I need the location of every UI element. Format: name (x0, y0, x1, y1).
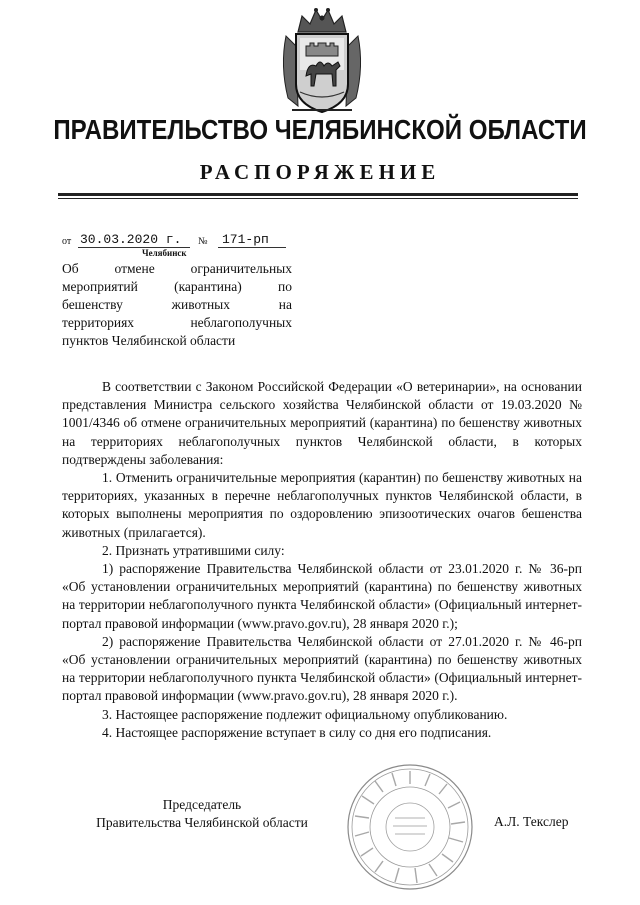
government-title: ПРАВИТЕЛЬСТВО ЧЕЛЯБИНСКОЙ ОБЛАСТИ (53, 114, 587, 145)
subject-line: мероприятий (карантина) по (62, 279, 292, 294)
subject-line: бешенству животных на (62, 297, 292, 312)
item-2-2-paragraph: 2) распоряжение Правительства Челябинской области от 27.01.2020 г. № 46-рп «Об установлении ограничительных мероприятий (карантина) по бешенству животных на территории неблагополучного пункта Челябинской области» (Официальный интернет-портал правовой информации (www.pravo.gov.ru), 28 января 2020 г.). (62, 633, 582, 704)
subject-line: пунктов Челябинской области (62, 333, 236, 348)
document-body (62, 378, 582, 742)
subject-line: Об отмене ограничительных (62, 261, 292, 276)
position-line: Правительства Челябинской области (96, 815, 308, 830)
item-4-paragraph: 4. Настоящее распоряжение вступает в силу со дня его подписания. (102, 724, 492, 740)
item-2-1-paragraph: 1) распоряжение Правительства Челябинской области от 23.01.2020 г. № 36-рп «Об установлении ограничительных мероприятий (карантина) по бешенству животных на территории неблагополучного пункта Челябинской области» (Официальный интернет-портал правовой информации (www.pravo.gov.ru), 28 января 2020 г.); (62, 561, 582, 631)
coat-of-arms-emblem (276, 6, 368, 118)
number-label: № (198, 236, 208, 247)
item-3-paragraph: 3. Настоящее распоряжение подлежит официальному опубликованию. (102, 706, 508, 722)
document-date: 30.03.2020 г. (80, 232, 182, 247)
date-number-line (62, 232, 322, 250)
preamble-paragraph: В соответствии с Законом Российской Федерации «О ветеринарии», на основании представления Министра сельского хозяйства Челябинской области от 19.03.2020 № 1001/4346 об отмене ограничительных мероприятий (карантина) по бешенству животных на территориях неблагополучных пунктов Челябинской области, в которых подтверждены заболевания: (62, 379, 582, 467)
signatory-name: А.Л. Текслер (494, 814, 569, 829)
item-2-paragraph: 2. Признать утратившими силу: (102, 542, 285, 558)
document-subject (62, 260, 292, 350)
header-rule-thick (58, 193, 578, 196)
header-rule-thin (58, 198, 578, 199)
subject-line: территориях неблагополучных (62, 315, 292, 330)
signatory-position (72, 796, 332, 832)
official-seal-stamp (345, 762, 475, 892)
document-number: 171-рп (222, 232, 269, 247)
number-underline (218, 247, 286, 248)
position-line: Председатель (162, 797, 242, 812)
city-label: Челябинск (142, 248, 187, 258)
document-type: РАСПОРЯЖЕНИЕ (199, 160, 441, 184)
date-label: от (62, 236, 72, 247)
item-1-paragraph: 1. Отменить ограничительные мероприятия (карантин) по бешенству животных на территориях, указанных в перечне неблагополучных пунктов Челябинской области, в которых выполнены мероприятия по оздоровлению эпизоотических очагов бешенства животных (прилагается). (62, 470, 582, 540)
